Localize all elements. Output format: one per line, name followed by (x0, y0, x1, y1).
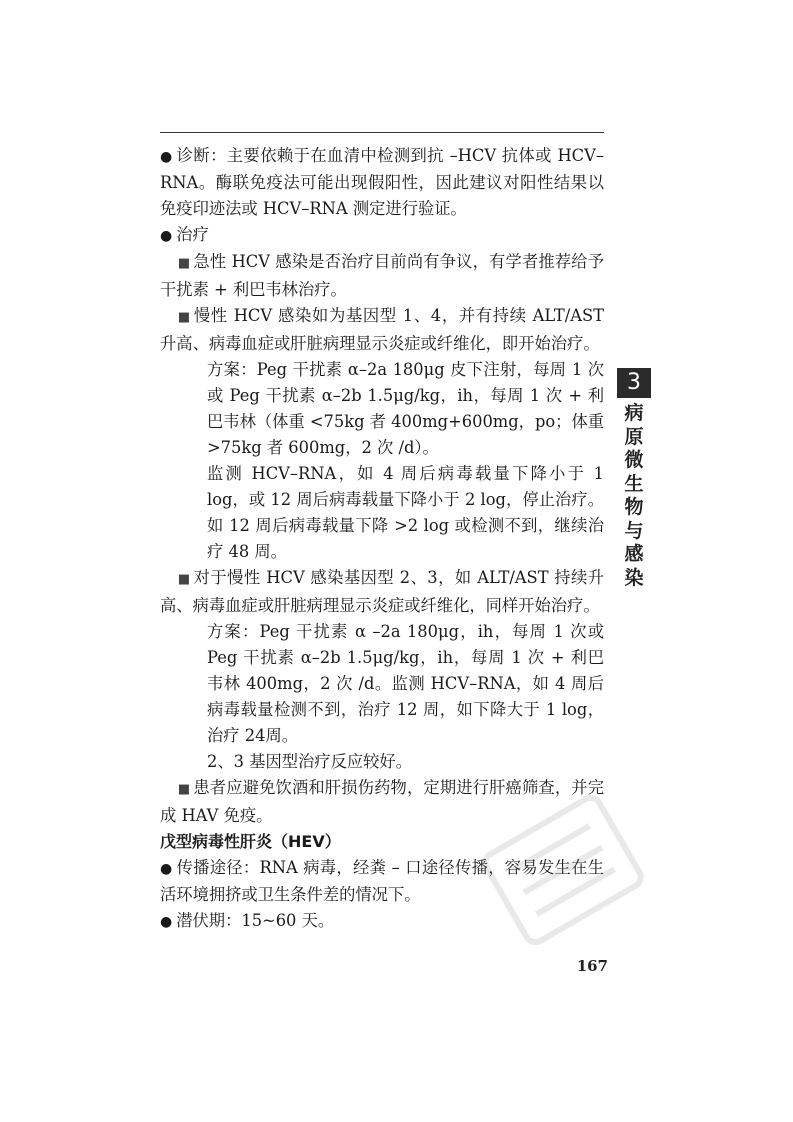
bullet-square-icon: ■ (177, 256, 191, 271)
avoid-text: 患者应避免饮酒和肝损伤药物，定期进行肝癌筛查，并完成 HAV 免疫。 (160, 778, 604, 825)
note-23-paragraph: 2、3 基因型治疗反应较好。 (207, 752, 412, 771)
bullet-dot-icon: ● (160, 861, 173, 877)
chapter-title-vertical: 病原微生物与感染 (624, 402, 644, 589)
bullet-square-icon: ■ (177, 310, 191, 325)
incubation-text: 潜伏期：15~60 天。 (176, 911, 335, 930)
acute-text: 急性 HCV 感染是否治疗目前尚有争议，有学者推荐给予干扰素 + 利巴韦林治疗。 (160, 252, 604, 299)
stamp-watermark-icon (478, 790, 648, 950)
acute-paragraph (160, 249, 604, 303)
chapter-number-tab: 3 (617, 368, 651, 398)
chronic-23-text: 对于慢性 HCV 感染基因型 2、3，如 ALT/AST 持续升高、病毒血症或肝脏病理显示炎症或纤维化，同样开始治疗。 (160, 568, 604, 615)
hev-heading: 戊型病毒性肝炎（HEV） (160, 832, 341, 851)
bullet-square-icon: ■ (177, 782, 191, 797)
chronic-23-paragraph (160, 565, 604, 619)
monitor-14-paragraph: 监测 HCV–RNA，如 4 周后病毒载量下降小于 1 log，或 12 周后病毒载量下降小于 2 log，停止治疗。如 12 周后病毒载量下降 >2 log 或检测不到，继续治疗 48 周。 (207, 464, 604, 561)
plan-23-paragraph: 方案：Peg 干扰素 α –2a 180μg，ih，每周 1 次或 Peg 干扰素 α–2b 1.5μg/kg，ih，每周 1 次 + 利巴韦林 400mg，2 次 /d。监测 HCV–RNA，如 4 周后病毒载量检测不到，治疗 12 周，如下降大于 1 log，治疗 24周。 (207, 622, 604, 745)
chronic-14-paragraph (160, 303, 604, 357)
chronic-14-text: 慢性 HCV 感染如为基因型 1、4，并有持续 ALT/AST 升高、病毒血症或肝脏病理显示炎症或纤维化，即开始治疗。 (160, 306, 604, 353)
bullet-square-icon: ■ (177, 572, 191, 587)
plan-14-paragraph: 方案：Peg 干扰素 α–2a 180μg 皮下注射，每周 1 次或 Peg 干扰素 α–2b 1.5μg/kg，ih，每周 1 次 + 利巴韦林（体重 <75kg 者 400mg+600mg，po；体重 >75kg 者 600mg，2 次 /d）。 (207, 360, 605, 457)
diagnosis-text: 诊断：主要依赖于在血清中检测到抗 –HCV 抗体或 HCV–RNA。酶联免疫法可能出现假阳性，因此建议对阳性结果以免疫印迹法或 HCV–RNA 测定进行验证。 (160, 146, 605, 218)
route-text: 传播途径：RNA 病毒，经粪 – 口途径传播，容易发生在生活环境拥挤或卫生条件差的情况下。 (160, 858, 605, 904)
page-number: 167 (576, 957, 608, 975)
header-rule (160, 132, 604, 133)
bullet-dot-icon: ● (160, 149, 173, 165)
diagnosis-paragraph (160, 143, 604, 222)
treatment-title-paragraph (160, 222, 604, 249)
bullet-dot-icon: ● (160, 228, 173, 244)
bullet-dot-icon: ● (160, 914, 173, 930)
treatment-title: 治疗 (176, 225, 209, 244)
